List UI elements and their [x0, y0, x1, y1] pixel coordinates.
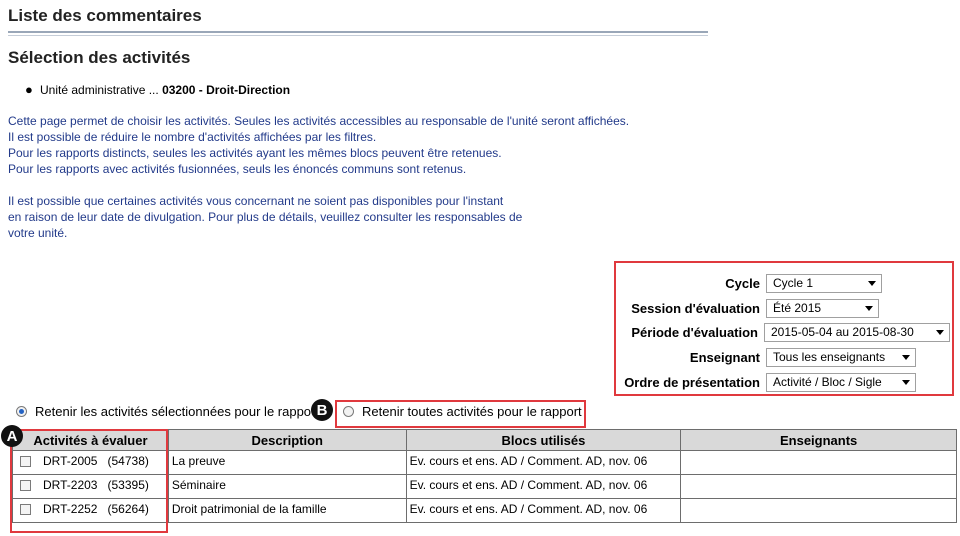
section-title: Sélection des activités	[8, 48, 191, 67]
radio-all[interactable]	[343, 406, 354, 417]
filter-row-cycle	[725, 272, 952, 294]
option-all-label: Retenir toutes activités pour le rapport	[362, 404, 582, 419]
enseignant-select[interactable]: Tous les enseignants	[766, 348, 916, 367]
radio-selected[interactable]	[16, 406, 27, 417]
blocks-cell: Ev. cours et ens. AD / Comment. AD, nov. 06	[406, 451, 681, 475]
option-selected[interactable]	[16, 404, 311, 419]
activity-cell: DRT-2203 (53395)	[13, 475, 169, 499]
teachers-cell	[681, 499, 957, 523]
intro-line: Cette page permet de choisir les activités. Seules les activités accessibles au responsable de l'unité seront affichées.	[8, 114, 630, 128]
intro-line: Il est possible que certaines activités vous concernant ne soient pas disponibles pour l'instant	[8, 194, 504, 208]
cycle-select[interactable]: Cycle 1	[766, 274, 882, 293]
description-cell: Séminaire	[168, 475, 406, 499]
column-header: Activités à évaluer	[13, 430, 169, 451]
intro-line: votre unité.	[8, 226, 68, 240]
intro-line: Il est possible de réduire le nombre d'activités affichées par les filtres.	[8, 130, 377, 144]
ordre-select[interactable]: Activité / Bloc / Sigle	[766, 373, 916, 392]
filter-row-periode	[631, 321, 952, 343]
column-header: Enseignants	[681, 430, 957, 451]
filter-row-session	[631, 297, 952, 319]
blocks-cell: Ev. cours et ens. AD / Comment. AD, nov. 06	[406, 499, 681, 523]
filter-label: Session d'évaluation	[631, 300, 760, 316]
filter-label: Cycle	[725, 275, 760, 291]
intro-text	[8, 113, 728, 241]
option-selected-label: Retenir les activités sélectionnées pour le rappo	[35, 404, 312, 419]
blocks-cell: Ev. cours et ens. AD / Comment. AD, nov. 06	[406, 475, 681, 499]
intro-line: Pour les rapports distincts, seules les activités ayant les mêmes blocs peuvent être retenues.	[8, 146, 502, 160]
teachers-cell	[681, 451, 957, 475]
marker-a: A	[1, 425, 23, 447]
filter-label: Période d'évaluation	[631, 324, 758, 340]
periode-select[interactable]: 2015-05-04 au 2015-08-30	[764, 323, 950, 342]
chevron-down-icon	[868, 281, 876, 286]
bullet-icon: ●	[25, 82, 33, 97]
intro-line: Pour les rapports avec activités fusionnées, seuls les énoncés communs sont retenus.	[8, 162, 467, 176]
unit-label: Unité administrative ...	[40, 83, 159, 97]
unit-value: 03200 - Droit-Direction	[162, 83, 291, 97]
intro-line: en raison de leur date de divulgation. Pour plus de détails, veuillez consulter les responsables de	[8, 210, 523, 224]
column-header: Blocs utilisés	[406, 430, 681, 451]
description-cell: Droit patrimonial de la famille	[168, 499, 406, 523]
filter-row-ordre	[624, 371, 952, 393]
chevron-down-icon	[902, 355, 910, 360]
filter-row-enseignant	[690, 346, 952, 368]
teachers-cell	[681, 475, 957, 499]
column-header: Description	[168, 430, 406, 451]
page-title: Liste des commentaires	[8, 6, 708, 33]
filter-label: Ordre de présentation	[624, 374, 760, 390]
chevron-down-icon	[865, 306, 873, 311]
filters-panel	[614, 261, 954, 396]
chevron-down-icon	[902, 380, 910, 385]
session-select[interactable]: Été 2015	[766, 299, 879, 318]
option-all[interactable]	[343, 404, 582, 419]
unit-info	[25, 82, 291, 97]
marker-b: B	[311, 399, 333, 421]
filter-label: Enseignant	[689, 349, 760, 365]
highlight-a	[10, 429, 168, 533]
activity-cell: DRT-2005 (54738)	[13, 451, 169, 475]
description-cell: La preuve	[168, 451, 406, 475]
chevron-down-icon	[936, 330, 944, 335]
activity-cell: DRT-2252 (56264)	[13, 499, 169, 523]
